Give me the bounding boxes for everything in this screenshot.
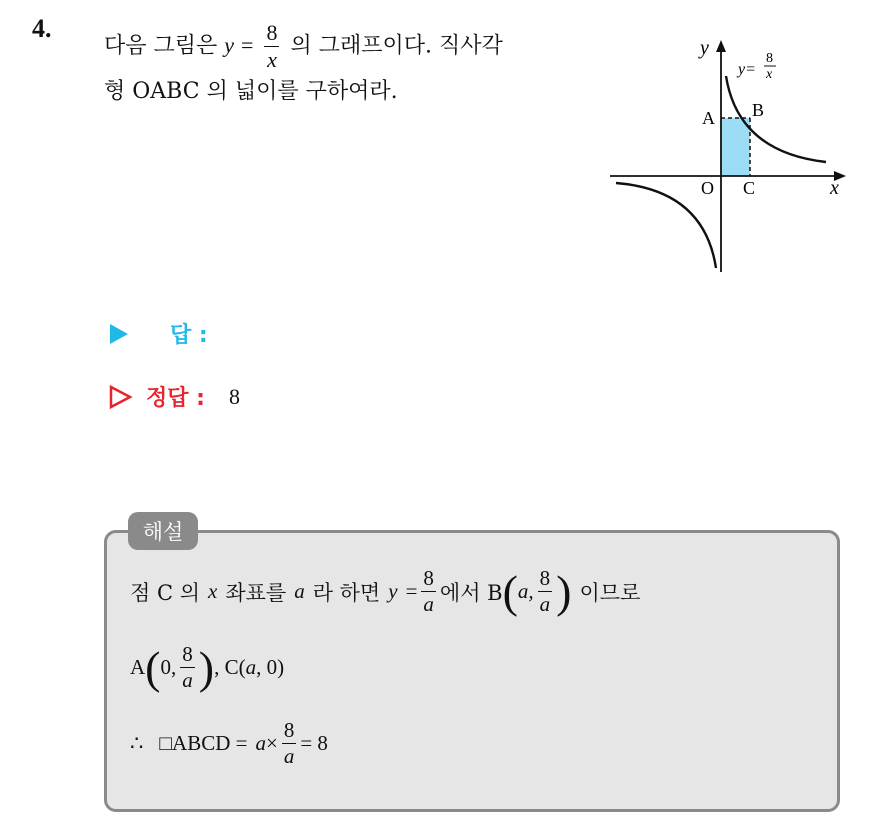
fraction-8-over-a: $\frac{8}{a}$ [539, 566, 551, 616]
solution-tab: 해설 [128, 512, 198, 550]
axis-label-y: y [700, 37, 709, 59]
point-label-O: O [701, 178, 714, 198]
correct-answer-value: 8 [228, 383, 240, 409]
correct-answer-label: 정답 : [146, 386, 205, 411]
correct-answer-row [108, 381, 240, 412]
answer-row [108, 318, 232, 349]
point-label-C: C [743, 178, 756, 198]
curve-label-den: x [766, 67, 773, 82]
question-line-2: 형 OABC 의 넓이를 구하여라. [104, 79, 398, 104]
y-axis-arrow [716, 40, 726, 52]
fraction-8-over-a: $\frac{8}{a}$ [423, 566, 434, 616]
question-number: 4. [32, 14, 52, 43]
solution-line-3: ∴ □ABCD = a × $\frac{8}{a}$ = 8 [130, 718, 328, 768]
point-label-B: B [752, 100, 765, 120]
fraction-8-over-a: $\frac{8}{a}$ [182, 642, 193, 692]
question-line-1: 다음 그림은 y = $\frac{8}{x}$ 의 그래프이다. 직사각 [104, 20, 503, 72]
outline-triangle-icon [108, 384, 134, 410]
solution-line-2: A ( 0, $\frac{8}{a}$ ) , C( a , 0) [130, 641, 285, 693]
hyperbola-graph [600, 32, 850, 277]
point-label-A: A [702, 108, 715, 128]
curve-label-y: y= [738, 61, 756, 78]
question-text [104, 22, 594, 113]
fraction-8-over-x: $\frac{8}{x}$ [266, 20, 278, 72]
rectangle-OABC [721, 118, 750, 176]
play-triangle-icon [108, 322, 130, 346]
fraction-8-over-a: $\frac{8}{a}$ [283, 718, 295, 768]
axis-label-x: x [830, 177, 839, 199]
curve-label-num: 8 [766, 51, 773, 66]
solution-line-1: 점 C 의 x 좌표를 a 라 하면 y = $\frac{8}{a}$ 에서 B ( a, $\frac{8}{a}$ ) 이므로 [130, 565, 641, 617]
answer-label: 답 : [170, 323, 208, 348]
